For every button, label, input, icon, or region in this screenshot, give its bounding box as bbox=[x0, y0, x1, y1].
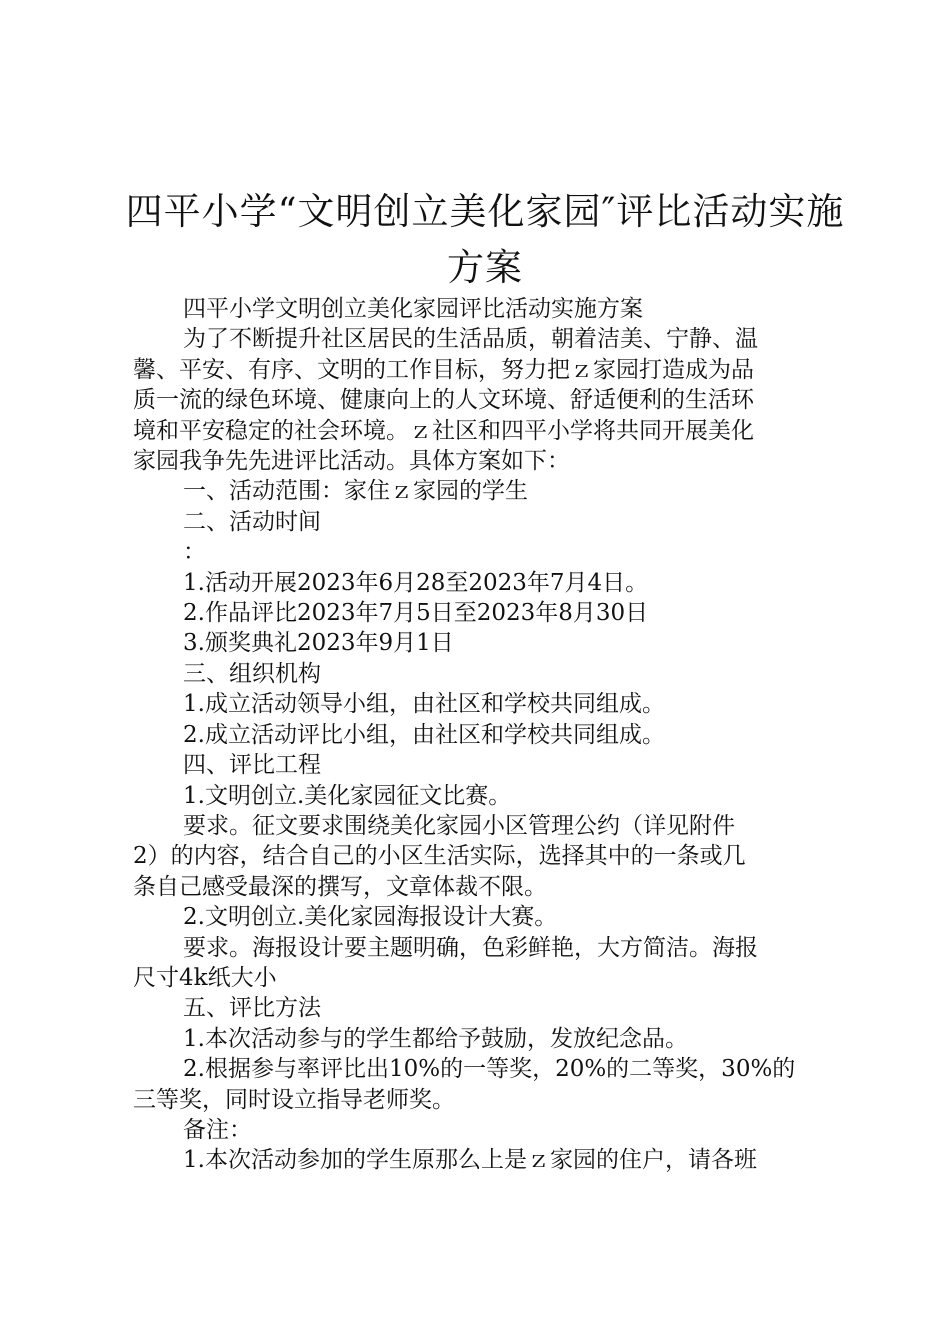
text-line: 要求。海报设计要主题明确，色彩鲜艳，大方简洁。海报 bbox=[183, 934, 758, 961]
text-line: 三、组织机构 bbox=[183, 660, 321, 687]
text-line: 备注： bbox=[183, 1116, 252, 1143]
text-line: 1.活动开展2023年6月28至2023年7月4日。 bbox=[183, 569, 649, 596]
text-line: 一、活动范围：家住ｚ家园的学生 bbox=[183, 478, 528, 505]
text-line: 1.文明创立.美化家园征文比赛。 bbox=[183, 782, 512, 809]
text-line: 条自己感受最深的撰写，文章体裁不限。 bbox=[133, 873, 547, 900]
text-line: 为了不断提升社区居民的生活品质，朝着洁美、宁静、温 bbox=[183, 326, 758, 353]
document-body bbox=[133, 294, 833, 1176]
text-line: 三等奖，同时设立指导老师奖。 bbox=[133, 1086, 455, 1113]
text-line: 四平小学文明创立美化家园评比活动实施方案 bbox=[183, 296, 643, 322]
text-line: 1.本次活动参与的学生都给予鼓励，发放纪念品。 bbox=[183, 1025, 688, 1052]
text-line: ： bbox=[183, 539, 206, 566]
text-line: 3.颁奖典礼2023年9月1日 bbox=[183, 630, 454, 657]
text-line: 2.成立活动评比小组，由社区和学校共同组成。 bbox=[183, 721, 665, 748]
text-line: 境和平安稳定的社会环境。ｚ社区和四平小学将共同开展美化 bbox=[133, 417, 754, 444]
text-line: 1.本次活动参加的学生原那么上是ｚ家园的住户，请各班 bbox=[183, 1147, 757, 1174]
text-line: 2.文明创立.美化家园海报设计大赛。 bbox=[183, 904, 558, 931]
text-line: 1.成立活动领导小组，由社区和学校共同组成。 bbox=[183, 691, 665, 718]
text-line: 家园我争先先进评比活动。具体方案如下： bbox=[133, 448, 570, 475]
text-line: 要求。征文要求围绕美化家园小区管理公约（详见附件 bbox=[183, 812, 735, 839]
text-line: 五、评比方法 bbox=[183, 995, 321, 1022]
text-line: 尺寸4k纸大小 bbox=[133, 964, 277, 991]
text-line: 2.根据参与率评比出10%的一等奖，20%的二等奖，30%的 bbox=[183, 1056, 796, 1083]
text-line: 馨、平安、有序、文明的工作目标，努力把ｚ家园打造成为品 bbox=[133, 356, 754, 383]
text-line: 2.作品评比2023年7月5日至2023年8月30日 bbox=[183, 600, 649, 627]
text-line: 2）的内容，结合自己的小区生活实际，选择其中的一条或几 bbox=[133, 843, 746, 870]
document-title-line-2: 方案 bbox=[447, 246, 523, 289]
document-title-line-1: 四平小学“文明创立美化家园″评比活动实施 bbox=[125, 190, 845, 233]
text-line: 四、评比工程 bbox=[183, 752, 321, 779]
text-line: 质一流的绿色环境、健康向上的人文环境、舒适便利的生活环 bbox=[133, 387, 754, 414]
text-line: 二、活动时间 bbox=[183, 508, 321, 535]
